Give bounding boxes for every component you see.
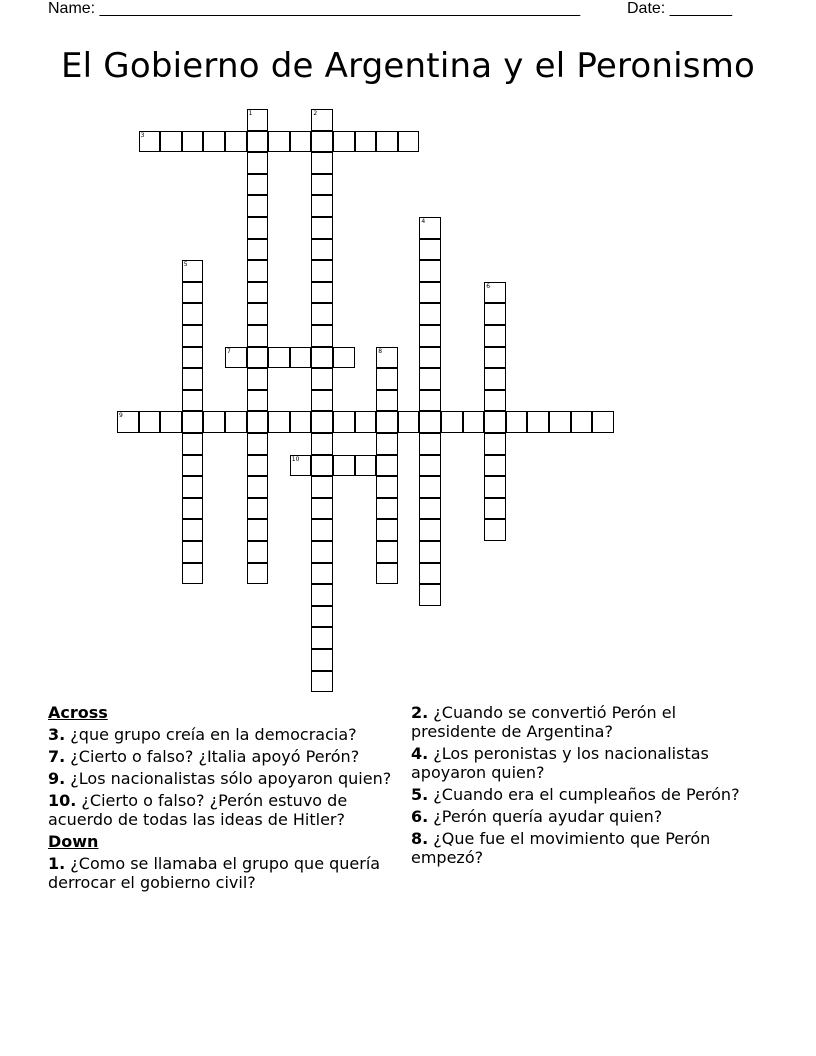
crossword-cell[interactable] [311,519,333,541]
clue-item-number: 9. [48,769,66,788]
crossword-cell[interactable] [376,347,398,369]
crossword-cell[interactable] [311,195,333,217]
crossword-cell[interactable] [419,260,441,282]
crossword-cell[interactable] [311,498,333,520]
clue-item-text: ¿Cuando se convertió Perón el presidente de Argentina? [411,703,677,741]
crossword-cell[interactable] [247,433,269,455]
crossword-cell[interactable] [376,433,398,455]
crossword-cell[interactable] [311,368,333,390]
crossword-cell[interactable] [376,541,398,563]
crossword-cell[interactable] [311,303,333,325]
crossword-cell[interactable] [484,498,506,520]
crossword-cell[interactable] [311,584,333,606]
crossword-cell[interactable] [247,174,269,196]
clue-item-text: ¿Los peronistas y los nacionalistas apoyaron quien? [411,744,709,782]
crossword-cell[interactable] [441,411,463,433]
crossword-cell[interactable] [182,541,204,563]
crossword-cell[interactable] [333,347,355,369]
crossword-cell[interactable] [311,606,333,628]
crossword-cell[interactable] [333,411,355,433]
crossword-cell[interactable] [484,282,506,304]
crossword-cell[interactable] [311,541,333,563]
crossword-cell[interactable] [484,455,506,477]
crossword-cell[interactable] [355,411,377,433]
crossword-cell[interactable] [376,563,398,585]
clue-item [48,769,398,788]
clue-number: 5 [183,261,188,269]
clue-item [48,854,398,892]
crossword-cell[interactable] [182,476,204,498]
crossword-cell[interactable] [419,368,441,390]
crossword-cell[interactable] [311,109,333,131]
clue-item-number: 5. [411,785,429,804]
crossword-cell[interactable] [182,433,204,455]
crossword-cell[interactable] [290,455,312,477]
page-title: El Gobierno de Argentina y el Peronismo [60,46,756,86]
crossword-cell[interactable] [139,131,161,153]
crossword-cell[interactable] [247,411,269,433]
crossword-cell[interactable] [398,131,420,153]
crossword-cell[interactable] [376,131,398,153]
down-heading: Down [48,832,99,851]
crossword-cell[interactable] [419,584,441,606]
crossword-cell[interactable] [247,325,269,347]
clue-number: 9 [119,412,123,420]
crossword-cell[interactable] [419,433,441,455]
crossword-cell[interactable] [311,476,333,498]
clues-column-right [411,703,761,870]
crossword-cell[interactable] [182,368,204,390]
crossword-cell[interactable] [419,476,441,498]
crossword-cell[interactable] [527,411,549,433]
crossword-cell[interactable] [182,325,204,347]
clue-item [411,703,761,741]
crossword-cell[interactable] [247,109,269,131]
crossword-cell[interactable] [419,325,441,347]
crossword-cell[interactable] [182,498,204,520]
clue-item [411,785,761,804]
crossword-cell[interactable] [484,519,506,541]
date-field-line[interactable]: Date: _______ [627,0,732,17]
crossword-cell[interactable] [484,411,506,433]
crossword-cell[interactable] [484,303,506,325]
crossword-cell[interactable] [463,411,485,433]
crossword-cell[interactable] [247,282,269,304]
clue-item [48,725,398,744]
crossword-cell[interactable] [225,411,247,433]
crossword-cell[interactable] [311,282,333,304]
crossword-cell[interactable] [311,260,333,282]
across-clue-list [48,725,398,829]
crossword-cell[interactable] [311,131,333,153]
crossword-cell[interactable] [419,282,441,304]
crossword-cell[interactable] [290,131,312,153]
crossword-cell[interactable] [376,455,398,477]
clue-item-text: ¿Cuando era el cumpleaños de Perón? [428,785,740,804]
crossword-cell[interactable] [117,411,139,433]
crossword-cell[interactable] [419,519,441,541]
crossword-cell[interactable] [592,411,614,433]
crossword-cell[interactable] [182,282,204,304]
clue-item-text: ¿Los nacionalistas sólo apoyaron quien? [65,769,392,788]
crossword-cell[interactable] [182,519,204,541]
crossword-cell[interactable] [225,347,247,369]
across-heading: Across [48,703,108,722]
crossword-cell[interactable] [484,368,506,390]
crossword-cell[interactable] [376,476,398,498]
crossword-cell[interactable] [333,131,355,153]
crossword-cell[interactable] [160,131,182,153]
crossword-cell[interactable] [225,131,247,153]
clue-number: 3 [140,131,145,139]
clue-item [411,744,761,782]
crossword-cell[interactable] [484,433,506,455]
crossword-cell[interactable] [203,131,225,153]
crossword-cell[interactable] [247,217,269,239]
crossword-cell[interactable] [376,411,398,433]
crossword-cell[interactable] [182,411,204,433]
clue-item-number: 7. [48,747,66,766]
clue-item-number: 8. [411,829,429,848]
crossword-cell[interactable] [247,239,269,261]
clue-item-text: ¿Cierto o falso? ¿Italia apoyó Perón? [65,747,360,766]
crossword-cell[interactable] [376,390,398,412]
crossword-cell[interactable] [376,519,398,541]
crossword-cell[interactable] [203,411,225,433]
crossword-cell[interactable] [311,217,333,239]
crossword-cell[interactable] [247,368,269,390]
crossword-cell[interactable] [419,347,441,369]
clue-number: 6 [486,282,491,290]
clue-item-text: ¿Cierto o falso? ¿Perón estuvo de acuerdo de todas las ideas de Hitler? [48,791,348,829]
crossword-cell[interactable] [419,390,441,412]
crossword-cell[interactable] [247,498,269,520]
crossword-cell[interactable] [419,455,441,477]
crossword-cell[interactable] [182,303,204,325]
crossword-cell[interactable] [311,411,333,433]
crossword-cell[interactable] [419,498,441,520]
clue-item-number: 6. [411,807,429,826]
crossword-cell[interactable] [311,671,333,693]
clue-item-number: 3. [48,725,66,744]
clue-item-text: ¿Perón quería ayudar quien? [428,807,663,826]
clue-item [48,791,398,829]
crossword-cell[interactable] [247,195,269,217]
crossword-cell[interactable] [290,347,312,369]
crossword-cell[interactable] [139,411,161,433]
crossword-cell[interactable] [419,217,441,239]
crossword-cell[interactable] [376,498,398,520]
crossword-cell[interactable] [311,239,333,261]
down-clue-list-continued [411,703,761,867]
crossword-cell[interactable] [376,368,398,390]
crossword-cell[interactable] [247,519,269,541]
clue-item-number: 4. [411,744,429,763]
crossword-cell[interactable] [182,131,204,153]
crossword-cell[interactable] [311,563,333,585]
crossword-cell[interactable] [311,433,333,455]
crossword-cell[interactable] [398,411,420,433]
clue-item [411,829,761,867]
crossword-cell[interactable] [182,260,204,282]
clue-item [48,747,398,766]
crossword-cell[interactable] [484,347,506,369]
crossword-cell[interactable] [419,563,441,585]
clue-number: 1 [248,110,253,117]
crossword-cell[interactable] [419,411,441,433]
crossword-cell[interactable] [355,131,377,153]
clue-item-number: 2. [411,703,429,722]
crossword-cell[interactable] [311,455,333,477]
crossword-cell[interactable] [484,325,506,347]
crossword-cell[interactable] [268,411,290,433]
crossword-cell[interactable] [506,411,528,433]
clue-number: 4 [421,218,426,225]
clue-number: 7 [227,347,231,355]
clue-item-text: ¿Que fue el movimiento que Perón empezó? [411,829,711,867]
crossword-cell[interactable] [484,390,506,412]
crossword-cell[interactable] [419,303,441,325]
name-field-line[interactable]: Name: ______________________________________________________ [48,0,581,17]
crossword-cell[interactable] [160,411,182,433]
crossword-cell[interactable] [182,563,204,585]
crossword-cell[interactable] [311,152,333,174]
crossword-cell[interactable] [247,303,269,325]
crossword-cell[interactable] [311,347,333,369]
clue-item-number: 10. [48,791,77,810]
clues-column-left [48,703,398,895]
crossword-cell[interactable] [311,174,333,196]
crossword-cell[interactable] [311,627,333,649]
crossword-cell[interactable] [247,390,269,412]
crossword-cell[interactable] [311,649,333,671]
crossword-cell[interactable] [247,260,269,282]
crossword-cell[interactable] [247,563,269,585]
clue-number: 10 [291,455,300,463]
clue-item-number: 1. [48,854,66,873]
crossword-cell[interactable] [311,390,333,412]
crossword-cell[interactable] [247,131,269,153]
crossword-cell[interactable] [355,455,377,477]
crossword-cell[interactable] [268,131,290,153]
crossword-cell[interactable] [549,411,571,433]
crossword-cell[interactable] [182,390,204,412]
crossword-cell[interactable] [247,347,269,369]
down-clue-list [48,854,398,892]
crossword-cell[interactable] [484,476,506,498]
clue-item-text: ¿Como se llamaba el grupo que quería derrocar el gobierno civil? [48,854,381,892]
crossword-cell[interactable] [247,455,269,477]
clue-item [411,807,761,826]
crossword-cell[interactable] [182,455,204,477]
crossword-cell[interactable] [290,411,312,433]
crossword-cell[interactable] [182,347,204,369]
crossword-cell[interactable] [247,541,269,563]
crossword-cell[interactable] [247,476,269,498]
crossword-cell[interactable] [311,325,333,347]
clue-number: 8 [378,347,383,355]
crossword-cell[interactable] [571,411,593,433]
crossword-cell[interactable] [419,239,441,261]
crossword-cell[interactable] [247,152,269,174]
clue-number: 2 [313,110,318,117]
crossword-cell[interactable] [419,541,441,563]
clue-item-text: ¿que grupo creía en la democracia? [65,725,357,744]
crossword-cell[interactable] [333,455,355,477]
crossword-cell[interactable] [268,347,290,369]
